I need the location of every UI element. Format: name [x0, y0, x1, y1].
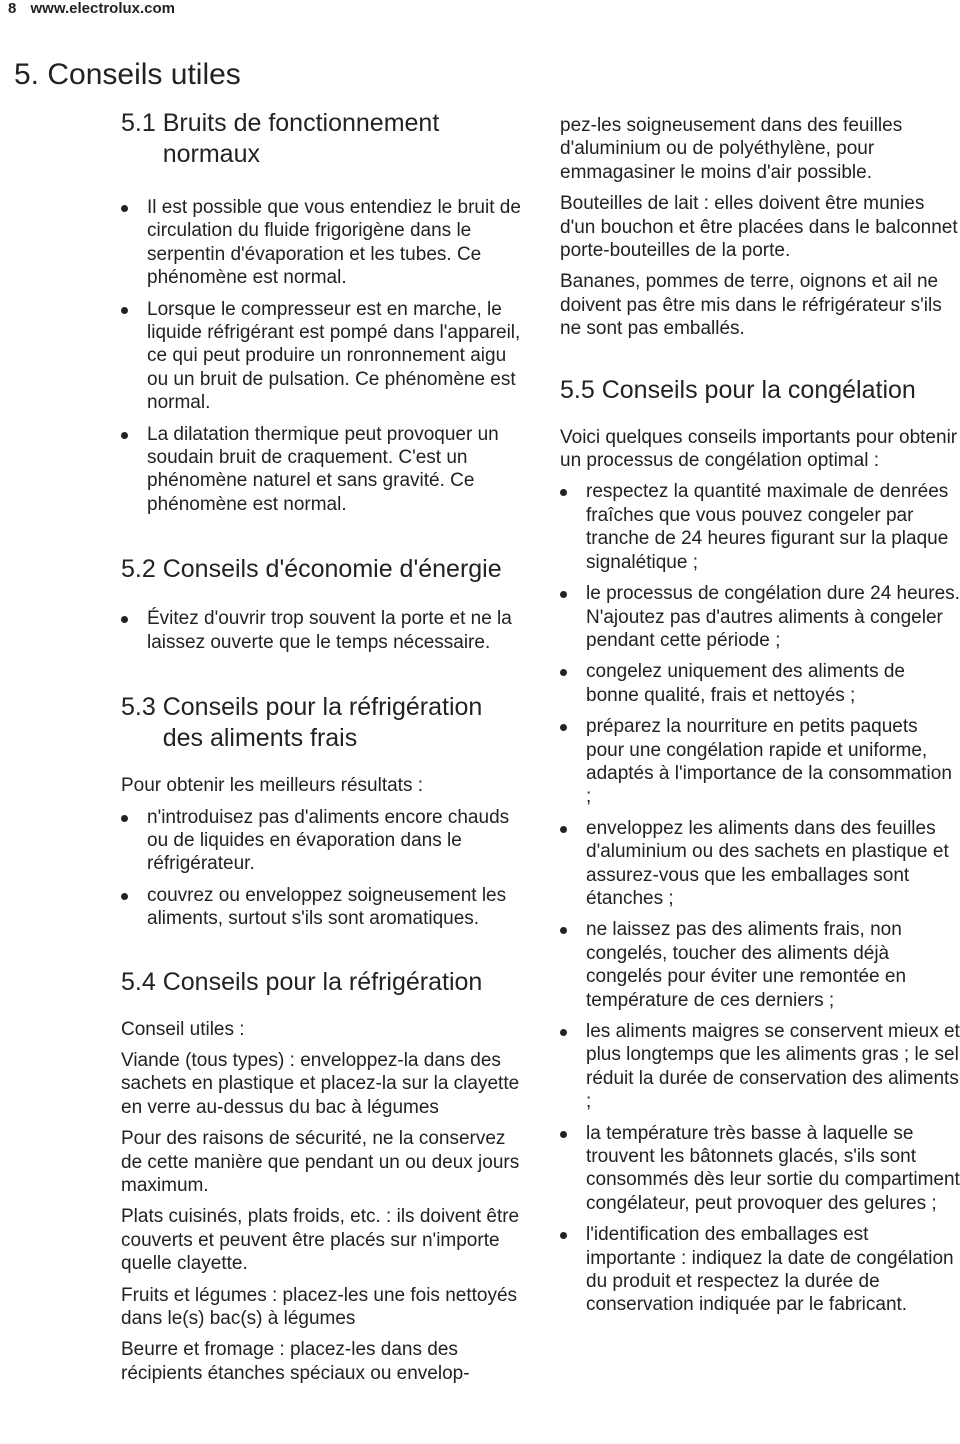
section-intro: Voici quelques conseils importants pour obtenir un processus de congélation optimal : [560, 426, 958, 472]
page-number: 8 [8, 0, 17, 17]
paragraph: Conseil utiles : [121, 1018, 245, 1040]
website-link[interactable]: www.electrolux.com [30, 0, 176, 17]
left-column [121, 108, 521, 1393]
section-number: 5.5 [560, 375, 595, 404]
section-title-line: Conseils pour la réfrigération [162, 693, 483, 722]
section-title: Conseils pour la congélation [601, 375, 916, 404]
chapter-title [14, 58, 241, 92]
section-5-3-list [121, 806, 521, 931]
section-title-line: des aliments frais [162, 724, 358, 753]
list-item: l'identification des emballages est importante : indiquez la date de congélation du produit et respectez la durée de conservation indiquée par le fabricant. [560, 1223, 960, 1317]
paragraph: pez-les soigneusement dans des feuilles d'aluminium ou de polyéthylène, pour emmagasiner le moins d'air possible. [560, 115, 903, 183]
list-item: La dilatation thermique peut provoquer un soudain bruit de craquement. C'est un phénomène naturel et sans gravité. Ce phénomène est normal. [121, 423, 521, 517]
list-item: la température très basse à laquelle se trouvent les bâtonnets glacés, s'ils sont consommés dès leur sortie du compartiment congélateur, peut provoquer des gelures ; [560, 1122, 960, 1216]
section-5-4-heading [121, 967, 521, 998]
paragraph: Fruits et légumes : placez-les une fois nettoyés dans le(s) bac(s) à légumes [121, 1284, 518, 1329]
section-title: Conseils d'économie d'énergie [162, 555, 502, 584]
list-item: préparez la nourriture en petits paquets pour une congélation rapide et uniforme, adaptés à l'importance de la consommation ; [560, 715, 960, 809]
section-title [163, 108, 440, 170]
list-item: congelez uniquement des aliments de bonne qualité, frais et nettoyés ; [560, 660, 960, 707]
section-5-5-list [560, 480, 960, 1316]
section-title: Conseils pour la réfrigération [162, 967, 483, 996]
section-intro: Pour obtenir les meilleurs résultats : [121, 775, 424, 797]
section-5-1-heading [121, 108, 521, 170]
list-item: couvrez ou enveloppez soigneusement les aliments, surtout s'ils sont aromatiques. [121, 884, 521, 931]
list-item: enveloppez les aliments dans des feuilles d'aluminium ou des sachets en plastique et assurez-vous que les emballages sont étanches ; [560, 817, 960, 911]
paragraph: Beurre et fromage : placez-les dans des récipients étanches spéciaux ou envelop- [121, 1339, 470, 1384]
paragraph: Plats cuisinés, plats froids, etc. : ils doivent être couverts et peuvent être placés sur n'importe quelle clayette. [121, 1206, 520, 1275]
list-item: le processus de congélation dure 24 heures. N'ajoutez pas d'autres aliments à congeler pendant cette période ; [560, 582, 960, 652]
section-5-3-heading [121, 692, 521, 754]
section-number: 5.4 [121, 967, 156, 996]
list-item: n'introduisez pas d'aliments encore chauds ou de liquides en évaporation dans le réfrigérateur. [121, 806, 521, 876]
page-header [8, 0, 175, 17]
section-5-5-heading [560, 375, 960, 406]
chapter-title-text: Conseils utiles [47, 58, 241, 91]
right-column [560, 114, 960, 1325]
list-item: Lorsque le compresseur est en marche, le liquide réfrigérant est pompé dans l'appareil, ce qui peut produire un ronronnement aigu ou un bruit de pulsation. Ce phénomène est normal. [121, 298, 521, 415]
list-item: les aliments maigres se conservent mieux et plus longtemps que les aliments gras ; le sel réduit la durée de conservation des aliments ; [560, 1020, 960, 1114]
section-5-2-heading [121, 554, 521, 585]
paragraph: Bouteilles de lait : elles doivent être munies d'un bouchon et être placées dans le balconnet porte-bouteilles de la porte. [560, 193, 958, 262]
list-item: ne laissez pas des aliments frais, non congelés, toucher des aliments déjà congelés pour éviter une remontée en température de ces derniers ; [560, 918, 960, 1012]
paragraph: Viande (tous types) : enveloppez-la dans des sachets en plastique et placez-la sur la clayette en verre au-dessus du bac à légumes [121, 1049, 520, 1118]
chapter-number: 5. [14, 58, 40, 91]
section-number: 5.2 [121, 555, 156, 584]
list-item: Évitez d'ouvrir trop souvent la porte et ne la laissez ouverte que le temps nécessaire. [121, 607, 521, 654]
paragraph: Bananes, pommes de terre, oignons et ail ne doivent pas être mis dans le réfrigérateur s'ils ne sont pas emballés. [560, 271, 942, 340]
section-title-line: normaux [162, 140, 260, 168]
section-title [163, 692, 483, 754]
section-number: 5.1 [121, 109, 156, 137]
section-number: 5.3 [121, 693, 156, 722]
section-title-line: Bruits de fonctionnement [162, 109, 440, 137]
paragraph: Pour des raisons de sécurité, ne la conservez de cette manière que pendant un ou deux jours maximum. [121, 1128, 520, 1196]
section-5-2-list [121, 607, 521, 654]
section-5-1-list [121, 196, 521, 516]
list-item: respectez la quantité maximale de denrées fraîches que vous pouvez congeler par tranche de 24 heures figurant sur la plaque signalétique ; [560, 480, 960, 574]
list-item: Il est possible que vous entendiez le bruit de circulation du fluide frigorigène dans le serpentin d'évaporation et les tubes. Ce phénomène est normal. [121, 196, 521, 290]
